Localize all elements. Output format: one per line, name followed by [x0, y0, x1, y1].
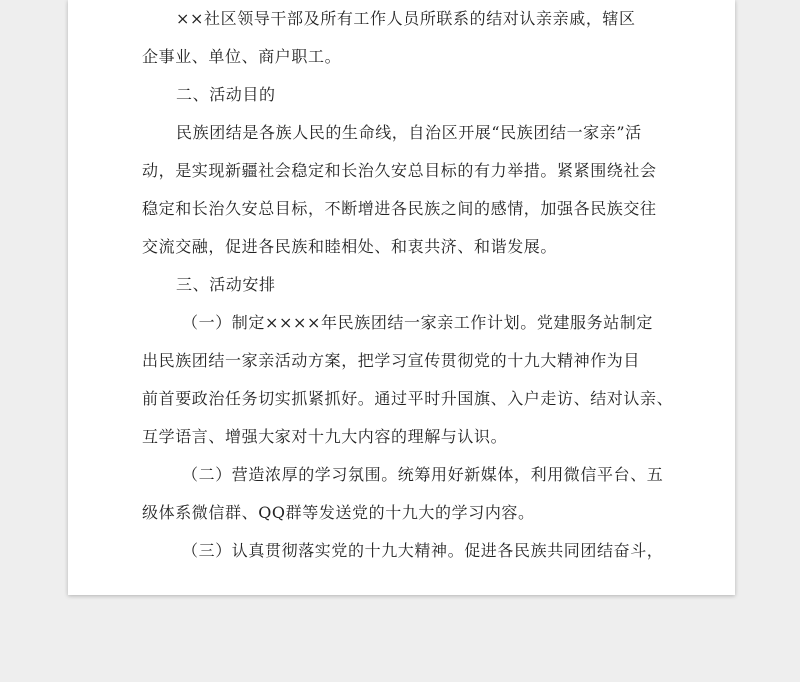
text-line-2: 企事业、单位、商户职工。: [142, 47, 342, 66]
text-line-11: 前首要政治任务切实抓紧抓好。通过平时升国旗、入户走访、结对认亲、: [142, 389, 674, 408]
document-page: [68, 0, 735, 595]
text-line-12: 互学语言、增强大家对十九大内容的理解与认识。: [142, 427, 508, 446]
section-heading-arrangement: 三、活动安排: [176, 275, 276, 294]
text-line-4: 民族团结是各族人民的生命线，自治区开展“民族团结一家亲”活: [176, 123, 642, 142]
section-heading-purpose: 二、活动目的: [176, 85, 276, 104]
text-line-9: （一）制定××××年民族团结一家亲工作计划。党建服务站制定: [182, 313, 654, 332]
text-line-6: 稳定和长治久安总目标，不断增进各民族之间的感情，加强各民族交往: [142, 199, 657, 218]
text-line-5: 动，是实现新疆社会稳定和长治久安总目标的有力举措。紧紧围绕社会: [142, 161, 657, 180]
text-line-10: 出民族团结一家亲活动方案，把学习宣传贯彻党的十九大精神作为目: [142, 351, 641, 370]
text-line-15: （三）认真贯彻落实党的十九大精神。促进各民族共同团结奋斗，: [182, 541, 664, 560]
text-line-13: （二）营造浓厚的学习氛围。统筹用好新媒体，利用微信平台、五: [182, 465, 664, 484]
text-line-1: ××社区领导干部及所有工作人员所联系的结对认亲亲戚，辖区: [176, 9, 636, 28]
text-line-14: 级体系微信群、QQ群等发送党的十九大的学习内容。: [142, 503, 535, 522]
text-line-7: 交流交融，促进各民族和睦相处、和衷共济、和谐发展。: [142, 237, 558, 256]
